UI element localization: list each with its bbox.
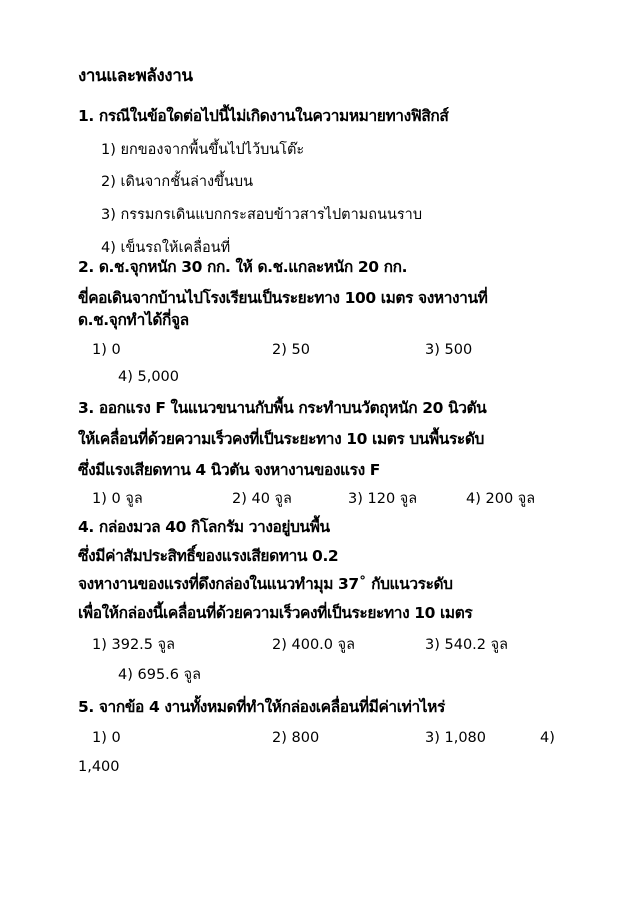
page-title: งานและพลังงาน <box>78 66 193 86</box>
question-2-text-line-3: ด.ช.จุกทำได้กี่จูล <box>78 311 189 329</box>
question-3-text-line-3: ซึ่งมีแรงเสียดทาน 4 นิวตัน จงหางานของแรง F <box>78 461 380 479</box>
question-1-text: 1. กรณีในข้อใดต่อไปนี้ไม่เกิดงานในความหมายทางฟิสิกส์ <box>78 107 449 125</box>
question-4-text-line-4: เพื่อให้กล่องนี้เคลื่อนที่ด้วยความเร็วคงที่เป็นระยะทาง 10 เมตร <box>78 604 473 622</box>
question-3-text-line-1: 3. ออกแรง F ในแนวขนานกับพื้น กระทำบนวัตถุหนัก 20 นิวตัน <box>78 399 487 417</box>
question-5-choice-1: 1) 0 <box>92 730 121 746</box>
question-5-choice-4-label: 4) <box>540 730 555 746</box>
question-1-choice-1: 1) ยกของจากพื้นขึ้นไปไว้บนโต๊ะ <box>101 142 305 158</box>
question-4-choice-2: 2) 400.0 จูล <box>272 637 355 653</box>
question-5-choice-3: 3) 1,080 <box>425 730 487 746</box>
question-4-choice-3: 3) 540.2 จูล <box>425 637 508 653</box>
question-4-text-line-2: ซึ่งมีค่าสัมประสิทธิ์ของแรงเสียดทาน 0.2 <box>78 547 339 565</box>
question-4-text-line-1: 4. กล่องมวล 40 กิโลกรัม วางอยู่บนพื้น <box>78 518 330 536</box>
question-3-text-line-2: ให้เคลื่อนที่ด้วยความเร็วคงที่เป็นระยะทาง 10 เมตร บนพื้นระดับ <box>78 430 484 448</box>
question-4-text-line-3: จงหางานของแรงที่ดึงกล่องในแนวทำมุม 37˚ กับแนวระดับ <box>78 575 453 593</box>
question-1-choice-2: 2) เดินจากชั้นล่างขึ้นบน <box>101 174 253 190</box>
question-2-text-line-1: 2. ด.ช.จุกหนัก 30 กก. ให้ ด.ช.แกละหนัก 20 กก. <box>78 258 408 276</box>
question-2-choice-3: 3) 500 <box>425 342 473 358</box>
question-4-choice-4: 4) 695.6 จูล <box>118 667 201 683</box>
question-2-choice-1: 1) 0 <box>92 342 121 358</box>
question-2-choice-4: 4) 5,000 <box>118 369 180 385</box>
question-2-choice-2: 2) 50 <box>272 342 310 358</box>
question-5-choice-2: 2) 800 <box>272 730 320 746</box>
question-5-choice-4-value: 1,400 <box>78 759 120 775</box>
question-5-text: 5. จากข้อ 4 งานทั้งหมดที่ทำให้กล่องเคลื่อนที่มีค่าเท่าไหร่ <box>78 698 445 716</box>
question-4-choice-1: 1) 392.5 จูล <box>92 637 175 653</box>
question-1-choice-4: 4) เข็นรถให้เคลื่อนที่ <box>101 240 231 256</box>
question-3-choice-3: 3) 120 จูล <box>348 491 418 507</box>
question-2-text-line-2: ขี่คอเดินจากบ้านไปโรงเรียนเป็นระยะทาง 100 เมตร จงหางานที่ <box>78 289 488 307</box>
question-3-choice-1: 1) 0 จูล <box>92 491 143 507</box>
question-3-choice-4: 4) 200 จูล <box>466 491 536 507</box>
question-3-choice-2: 2) 40 จูล <box>232 491 292 507</box>
question-1-choice-3: 3) กรรมกรเดินแบกกระสอบข้าวสารไปตามถนนราบ <box>101 207 423 223</box>
